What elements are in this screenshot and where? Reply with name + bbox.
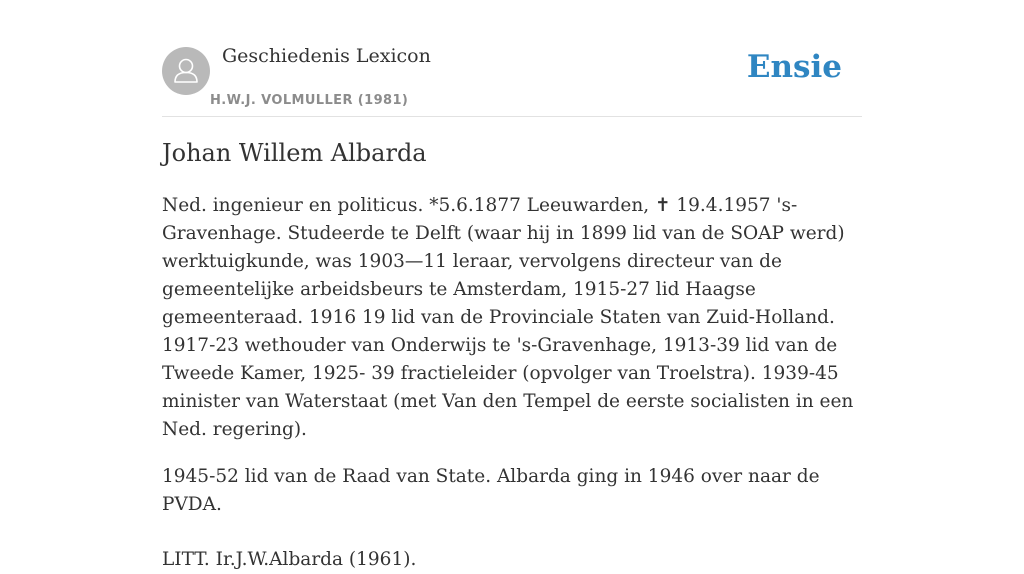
source-header	[162, 0, 862, 117]
literature-reference: LITT. Ir.J.W.Albarda (1961).	[162, 549, 417, 570]
article-paragraph: Ned. ingenieur en politicus. *5.6.1877 Leeuwarden, ✝ 19.4.1957 's-Gravenhage. Studeerde te Delft (waar hij in 1899 lid van de SOAP werd) werktuigkunde, was 1903—11 leraar, vervolgens directeur van de gemeentelijke arbeidsbeurs te Amsterdam, 1915-27 lid Haagse gemeenteraad. 1916 19 lid van de Provinciale Staten van Zuid-Holland. 1917-23 wethouder van Onderwijs te 's-Gravenhage, 1913-39 lid van de Tweede Kamer, 1925- 39 fractieleider (opvolger van Troelstra). 1939-45 minister van Waterstaat (met Van den Tempel de eerste socialisten in een Ned. regering).	[162, 195, 854, 440]
brand-logo[interactable]: Ensie	[746, 49, 842, 85]
author-credit[interactable]: H.W.J. VOLMULLER (1981)	[210, 93, 409, 108]
author-avatar[interactable]	[162, 47, 210, 95]
page-title: Johan Willem Albarda	[162, 139, 427, 167]
user-icon	[162, 47, 210, 95]
article-body	[162, 192, 862, 574]
source-title[interactable]: Geschiedenis Lexicon	[222, 45, 431, 67]
article-paragraph: 1945-52 lid van de Raad van State. Albarda ging in 1946 over naar de PVDA.	[162, 466, 820, 515]
